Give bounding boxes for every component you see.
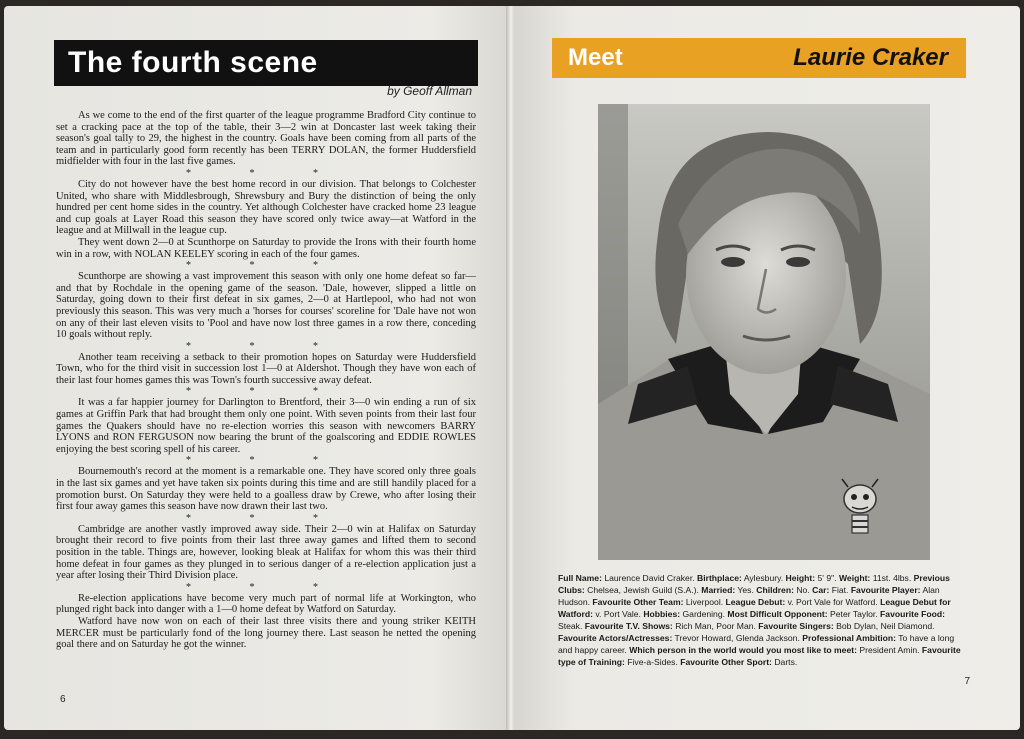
profile-value: Peter Taylor. xyxy=(830,609,878,619)
section-separator: * * * xyxy=(186,455,346,467)
article-paragraph: Watford have now won on each of their last three visits there and young striker KEITH MERCER must be particularly fond of the long journey there. Last season he netted the opening goal there and on Saturday he got the winner. xyxy=(56,615,476,651)
section-separator: * * * xyxy=(186,167,346,179)
profile-value: President Amin. xyxy=(859,645,920,655)
profile-value: Aylesbury. xyxy=(743,573,784,583)
profile-label: Birthplace: xyxy=(697,573,742,583)
profile-label: League Debut: xyxy=(725,597,786,607)
profile-value: No. xyxy=(796,585,810,595)
profile-value: Trevor Howard, Glenda Jackson. xyxy=(674,633,800,643)
profile-label: Favourite Actors/Actresses: xyxy=(558,633,673,643)
article-paragraph: As we come to the end of the first quarter of the league programme Bradford City continue to set a cracking pace at the top of the table, their 3—2 win at Doncaster last week taking their season's goal tally to 29, the highest in the country. Goals have been coming from all parts of the team and in particularly good form recently has been TERRY DOLAN, the former Huddersfield midfielder with four in the last five games. xyxy=(56,110,476,168)
profile-label: Favourite Singers: xyxy=(758,621,834,631)
profile-label: Most Difficult Opponent: xyxy=(727,609,828,619)
profile-label: Weight: xyxy=(838,573,871,583)
profile-value: 5' 9". xyxy=(817,573,837,583)
profile-label: Favourite Other Sport: xyxy=(680,657,772,667)
section-separator: * * * xyxy=(186,581,346,593)
profile-label: Favourite T.V. Shows: xyxy=(584,621,673,631)
profile-label: Professional Ambition: xyxy=(802,633,896,643)
article-body xyxy=(56,110,476,651)
article-byline: by Geoff Allman xyxy=(387,84,472,98)
section-separator: * * * xyxy=(186,512,346,524)
profile-label: Favourite Food: xyxy=(880,609,945,619)
profile-value: Gardening. xyxy=(682,609,726,619)
profile-value: Liverpool. xyxy=(685,597,724,607)
profile-label: Favourite Other Team: xyxy=(592,597,684,607)
profile-label: Hobbies: xyxy=(643,609,681,619)
profile-value: v. Port Vale for Watford. xyxy=(787,597,878,607)
page-number: 6 xyxy=(60,694,66,705)
profile-value: Bob Dylan, Neil Diamond. xyxy=(836,621,935,631)
profile-value: Alan Hudson. xyxy=(558,585,940,607)
profile-value: Yes. xyxy=(737,585,754,595)
profile-value: Fiat. xyxy=(831,585,849,595)
article-paragraph: Scunthorpe are showing a vast improvement this season with only one home defeat so far—and that by Rochdale in the opening game of the season. 'Dale, however, slipped a little on Saturday, going down to their first defeat in six games, 2—0 at Hartlepool, who had not won previously this season. This was very much a 'horses for courses' scoreline for 'Dale have not won on any of their last eleven visits to 'Pool and have now lost three games in a row there, conceding 10 goals without reply. xyxy=(56,271,476,341)
profile-label: Married: xyxy=(701,585,736,595)
profile-value: Steak. xyxy=(558,621,583,631)
article-paragraph: It was a far happier journey for Darlington to Brentford, their 3—0 win ending a run of six games at Griffin Park that had brought them only one point. With seven points from their last four games the Quakers should have no re-election worries this season with newcomers BARRY LYONS and RON FERGUSON now bearing the brunt of the goalscoring and EDDIE ROWLES enjoying the best scoring spell of his career. xyxy=(56,397,476,455)
player-profile xyxy=(558,572,970,668)
profile-value: Darts. xyxy=(774,657,798,667)
profile-value: Chelsea, Jewish Guild (S.A.). xyxy=(587,585,699,595)
profile-label: Which person in the world would you most like to meet: xyxy=(629,645,857,655)
profile-label: Favourite type of Training: xyxy=(558,645,961,667)
profile-value: Laurence David Craker. xyxy=(604,573,695,583)
player-name: Laurie Craker xyxy=(793,44,948,71)
right-page xyxy=(514,6,1020,730)
section-separator: * * * xyxy=(186,386,346,398)
article-paragraph: Bournemouth's record at the moment is a remarkable one. They have scored only three goals in the last six games and yet have taken six points during this time and are still handily placed for a promotion burst. On Saturday they were held to a goalless draw by Crewe, who after losing their first four away games this season have now drawn their last two. xyxy=(56,466,476,513)
section-separator: * * * xyxy=(186,260,346,272)
profile-value: To have a long and happy career. xyxy=(558,633,955,655)
page-number: 7 xyxy=(964,676,970,687)
profile-label: Previous Clubs: xyxy=(558,573,950,595)
article-paragraph: Another team receiving a setback to their promotion hopes on Saturday were Huddersfield Town, who for the third visit in succession lost 1—0 at Aldershot. Though they have won each of their last four homes games this was Town's fourth successive away defeat. xyxy=(56,351,476,386)
article-paragraph: City do not however have the best home record in our division. That belongs to Colchester United, who share with Middlesbrough, Shrewsbury and Bury the distinction of being the only hundred per cent home sides in the country. Yet although Colchester have cracked home 23 league and cup goals at Layer Road this season they have scored only twice away—at Watford in the league and at Millwall in the league cup. xyxy=(56,178,476,237)
article-paragraph: Cambridge are another vastly improved away side. Their 2—0 win at Halifax on Saturday brought their record to five points from their last three away games and lifted them to second position in the table. Things are, however, looking bleak at Halifax for whom this was their third home defeat in four games as they plunged in to serious danger of a re-election application just a year after losing their Third Division place. xyxy=(56,523,476,582)
profile-value: 11st. 4lbs. xyxy=(872,573,912,583)
player-photo xyxy=(598,104,930,560)
profile-value: v. Port Vale. xyxy=(595,609,641,619)
profile-label: Children: xyxy=(756,585,794,595)
meet-label: Meet xyxy=(568,44,623,71)
profile-value: Five-a-Sides. xyxy=(627,657,678,667)
article-paragraph: They went down 2—0 at Scunthorpe on Saturday to provide the Irons with their fourth home win in a row, with NOLAN KEELEY scoring in each of the four games. xyxy=(56,236,476,260)
article-paragraph: Re-election applications have become very much part of normal life at Workington, who plunged right back into danger with a 1—0 home defeat by Watford on Saturday. xyxy=(56,592,476,616)
profile-label: Height: xyxy=(785,573,816,583)
profile-label: Car: xyxy=(812,585,830,595)
profile-label: Full Name: xyxy=(558,573,602,583)
profile-header xyxy=(552,38,966,78)
section-separator: * * * xyxy=(186,340,346,352)
profile-label: League Debut for Watford: xyxy=(558,597,951,619)
article-title: The fourth scene xyxy=(54,40,478,86)
profile-value: Rich Man, Poor Man. xyxy=(675,621,756,631)
profile-label: Favourite Player: xyxy=(850,585,921,595)
left-page xyxy=(4,6,508,730)
